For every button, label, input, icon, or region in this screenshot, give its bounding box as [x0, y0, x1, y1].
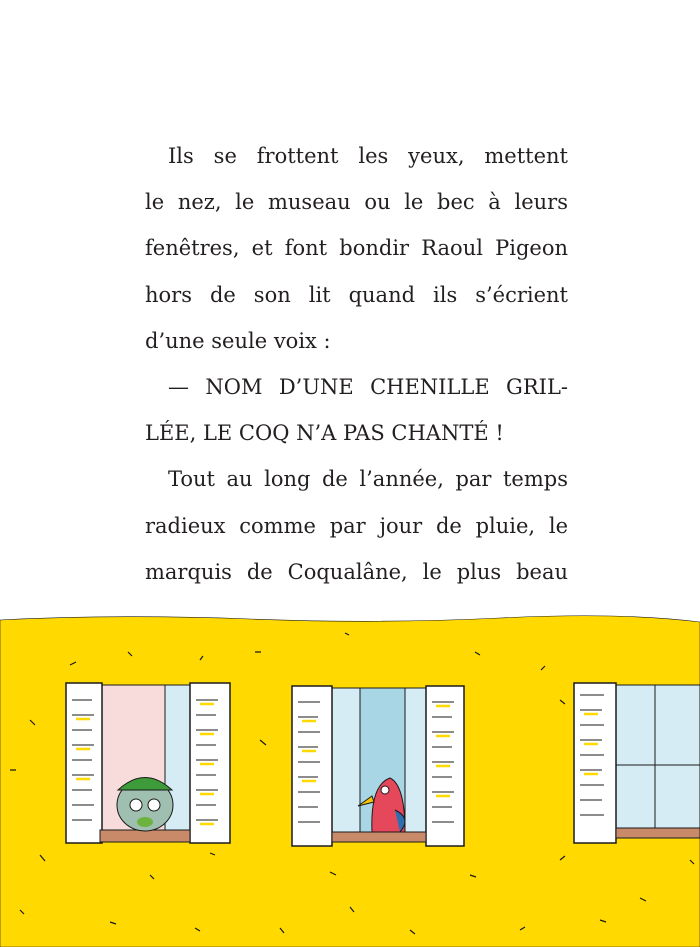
body-text [145, 140, 568, 602]
text-line: LÉE, LE COQ N’A PAS CHANTÉ ! [145, 421, 504, 446]
text-line: le nez, le museau ou le bec à leurs [145, 190, 568, 215]
text-line: Tout au long de l’année, par temps [168, 467, 568, 492]
frog-character [117, 778, 173, 832]
text-line: — NOM D’UNE CHENILLE GRIL- [168, 374, 568, 399]
text-line: Ils se frottent les yeux, mettent [168, 144, 568, 168]
text-line: hors de son lit quand ils s’écrient [145, 282, 568, 307]
window-right [574, 683, 700, 843]
building-illustration [0, 610, 700, 947]
text-line: marquis de Coqualâne, le plus beau [145, 559, 568, 584]
text-line: fenêtres, et font bondir Raoul Pigeon [145, 236, 568, 261]
text-line: d’une seule voix : [145, 328, 331, 353]
text-line: radieux comme par jour de pluie, le [145, 513, 568, 538]
